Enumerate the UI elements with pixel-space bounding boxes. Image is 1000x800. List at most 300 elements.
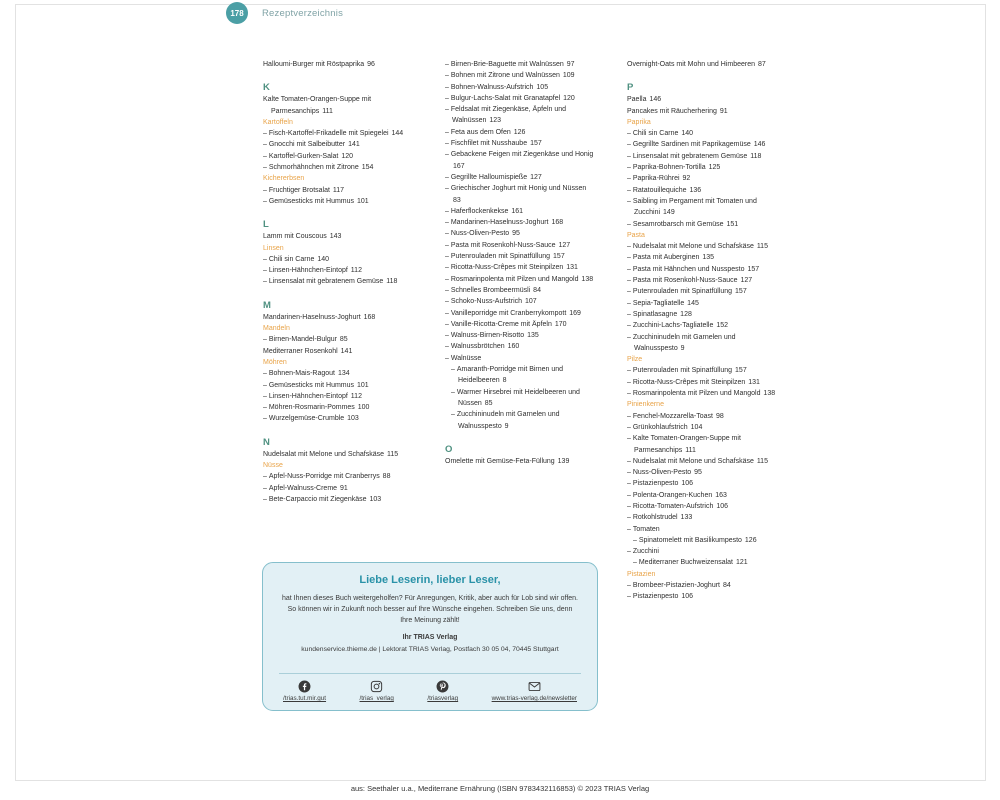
index-subentry xyxy=(627,377,778,388)
entry-text: Putenrouladen mit Spinatfüllung xyxy=(632,288,733,296)
index-category-heading xyxy=(627,117,778,128)
entry-text: Zucchini-Lachs-Tagliatelle xyxy=(632,322,714,330)
entry-text: Grünkohlaufstrich xyxy=(632,423,688,431)
entry-page-number: 105 xyxy=(536,83,549,91)
index-subentry xyxy=(263,483,414,494)
index-subentry xyxy=(445,82,596,93)
entry-page-number: 134 xyxy=(337,370,350,378)
index-subentry xyxy=(627,320,778,331)
entry-text: Polenta-Orangen-Kuchen xyxy=(632,491,713,499)
index-subentry xyxy=(445,149,596,172)
index-subentry xyxy=(627,388,778,399)
index-entry xyxy=(445,456,596,467)
entry-page-number: 135 xyxy=(527,332,539,340)
entry-text: Walnussbrötchen xyxy=(450,343,505,351)
index-subentry xyxy=(627,467,778,478)
index-subentry xyxy=(627,275,778,286)
entry-page-number: 151 xyxy=(726,220,739,228)
entry-text: Gegrillte Halloumispieße xyxy=(450,173,528,181)
entry-page-number: 154 xyxy=(361,164,374,172)
entry-page-number: 101 xyxy=(356,381,369,389)
entry-text: Chili sin Carne xyxy=(632,130,679,138)
entry-page-number: 138 xyxy=(763,390,776,398)
entry-text: Kichererbsen xyxy=(263,175,305,183)
entry-page-number: 145 xyxy=(687,299,699,307)
index-subentry xyxy=(445,228,596,239)
entry-page-number: 139 xyxy=(557,457,570,465)
entry-text: Gegrillte Sardinen mit Paprikagemüse xyxy=(632,141,751,149)
index-subentry xyxy=(445,341,596,352)
index-subentry xyxy=(445,206,596,217)
entry-page-number: 138 xyxy=(581,275,594,283)
entry-page-number: 117 xyxy=(332,186,345,194)
entry-text: K xyxy=(263,82,270,94)
entry-text: Schmorhähnchen mit Zitrone xyxy=(268,164,359,172)
index-subentry xyxy=(445,70,596,81)
index-subentry xyxy=(445,59,596,70)
entry-text: Bohnen mit Zitrone und Walnüssen xyxy=(450,72,560,80)
index-subentry xyxy=(627,411,778,422)
entry-page-number: 160 xyxy=(507,343,520,351)
entry-text: Paprika-Rührei xyxy=(632,175,680,183)
entry-text: Apfel-Nuss-Porridge mit Cranberrys xyxy=(268,473,380,481)
entry-text: Kartoffeln xyxy=(263,118,293,126)
entry-text: Schnelles Brombeermüsli xyxy=(450,286,531,294)
index-subentry xyxy=(627,332,778,355)
index-subentry xyxy=(627,162,778,173)
entry-page-number: 91 xyxy=(719,107,728,115)
entry-text: Bete-Carpaccio mit Ziegenkäse xyxy=(268,495,367,503)
index-subentry xyxy=(445,308,596,319)
entry-page-number: 135 xyxy=(702,254,715,262)
entry-page-number: 127 xyxy=(530,173,542,181)
entry-page-number: 115 xyxy=(756,243,768,251)
index-subentry xyxy=(627,433,778,456)
index-category-heading xyxy=(627,354,778,365)
index-category-heading xyxy=(263,173,414,184)
index-entry xyxy=(263,312,414,323)
entry-text: Mandarinen-Haselnuss-Joghurt xyxy=(263,313,361,321)
entry-page-number: 98 xyxy=(715,412,724,420)
index-subentry xyxy=(627,151,778,162)
index-subentry xyxy=(627,422,778,433)
entry-page-number: 146 xyxy=(649,96,662,104)
index-subsubentry xyxy=(445,409,596,432)
entry-text: Birnen-Brie-Baguette mit Walnüssen xyxy=(450,61,564,68)
entry-page-number: 121 xyxy=(735,559,748,567)
entry-text: Pistazienpesto xyxy=(632,480,679,488)
entry-page-number: 103 xyxy=(347,415,359,423)
index-subentry xyxy=(445,296,596,307)
social-handle: www.trias-verlag.de/newsletter xyxy=(491,695,577,702)
entry-text: Amaranth-Porridge mit Birnen und Heidelbeeren xyxy=(456,366,564,385)
entry-text: Pistazienpesto xyxy=(632,593,679,601)
index-category-heading xyxy=(263,117,414,128)
entry-page-number: 106 xyxy=(681,593,694,601)
index-column-3 xyxy=(627,59,778,603)
social-links xyxy=(279,673,581,702)
entry-text: Feldsalat mit Ziegenkäse, Äpfeln und Walnüssen xyxy=(450,106,567,125)
entry-text: Pinienkerne xyxy=(627,401,664,409)
entry-page-number: 163 xyxy=(715,491,727,499)
entry-text: Schoko-Nuss-Aufstrich xyxy=(450,298,523,306)
entry-page-number: 157 xyxy=(735,367,747,375)
entry-page-number: 126 xyxy=(513,128,526,136)
index-subentry xyxy=(263,368,414,379)
entry-page-number: 118 xyxy=(386,278,398,286)
entry-text: Pistazien xyxy=(627,570,656,578)
entry-page-number: 144 xyxy=(391,130,404,138)
index-subentry xyxy=(445,285,596,296)
entry-text: P xyxy=(627,82,634,94)
entry-page-number: 85 xyxy=(339,336,348,344)
entry-page-number: 100 xyxy=(357,404,370,412)
entry-text: Ricotta-Nuss-Crêpes mit Steinpilzen xyxy=(450,264,564,272)
entry-text: Walnuss-Birnen-Risotto xyxy=(450,332,525,340)
entry-page-number: 101 xyxy=(356,197,369,205)
entry-page-number: 115 xyxy=(756,457,768,465)
entry-page-number: 95 xyxy=(512,230,520,238)
entry-text: Spinatomelett mit Basilikumpesto xyxy=(638,536,742,544)
index-subentry xyxy=(263,196,414,207)
entry-page-number: 111 xyxy=(322,107,333,115)
index-category-heading xyxy=(263,323,414,334)
entry-page-number: 133 xyxy=(680,514,693,522)
social-handle: /trias_verlag xyxy=(359,695,394,702)
entry-page-number: 120 xyxy=(563,94,575,102)
index-subentry xyxy=(627,365,778,376)
index-letter-heading xyxy=(445,444,596,456)
index-subentry xyxy=(627,286,778,297)
entry-text: Pilze xyxy=(627,356,643,364)
index-subentry xyxy=(627,128,778,139)
entry-text: Nudelsalat mit Melone und Schafskäse xyxy=(263,450,385,458)
entry-page-number: 111 xyxy=(685,446,696,454)
entry-text: Pasta mit Rosenkohl-Nuss-Sauce xyxy=(632,277,738,285)
entry-text: Nuss-Oliven-Pesto xyxy=(450,230,510,238)
index-letter-heading xyxy=(627,82,778,94)
entry-text: Fisch-Kartoffel-Frikadelle mit Spiegelei xyxy=(268,130,389,138)
index-subentry xyxy=(263,380,414,391)
entry-text: Linsen-Hähnchen-Eintopf xyxy=(268,392,348,400)
entry-text: Kalte Tomaten-Orangen-Suppe mit Parmesanchips xyxy=(632,435,741,454)
index-subentry xyxy=(445,172,596,183)
entry-page-number: 170 xyxy=(554,320,567,328)
entry-text: Sesamrotbarsch mit Gemüse xyxy=(632,220,724,228)
index-subentry xyxy=(445,93,596,104)
entry-text: Ricotta-Tomaten-Aufstrich xyxy=(632,502,714,510)
entry-text: Kalte Tomaten-Orangen-Suppe mit Parmesanchips xyxy=(263,96,372,115)
entry-page-number: 118 xyxy=(750,152,762,160)
entry-text: Lamm mit Couscous xyxy=(263,233,327,241)
entry-text: Zucchininudeln mit Garnelen und Walnusspesto xyxy=(632,333,736,352)
recipe-index xyxy=(263,59,778,603)
entry-text: Ricotta-Nuss-Crêpes mit Steinpilzen xyxy=(632,378,746,386)
index-subentry xyxy=(263,276,414,287)
entry-text: Mandeln xyxy=(263,325,290,333)
entry-page-number: 91 xyxy=(340,484,348,492)
entry-page-number: 131 xyxy=(748,378,760,386)
entry-text: Rosmarinpolenta mit Pilzen und Mangold xyxy=(450,275,579,283)
entry-text: Pasta mit Rosenkohl-Nuss-Sauce xyxy=(450,241,556,249)
index-category-heading xyxy=(627,230,778,241)
index-subentry xyxy=(263,334,414,345)
entry-text: L xyxy=(263,219,269,231)
index-subentry xyxy=(627,490,778,501)
pinterest-icon xyxy=(436,680,449,693)
social-link-instagram[interactable] xyxy=(360,680,394,702)
entry-page-number: 97 xyxy=(566,61,575,68)
index-subentry xyxy=(627,298,778,309)
index-column-2 xyxy=(445,59,596,467)
index-entry xyxy=(627,94,778,105)
facebook-icon xyxy=(298,680,311,693)
entry-page-number: 120 xyxy=(341,152,353,160)
entry-text: Spinatlasagne xyxy=(632,310,678,318)
entry-page-number: 115 xyxy=(386,450,399,458)
index-subentry xyxy=(263,254,414,265)
entry-page-number: 136 xyxy=(689,186,702,194)
entry-text: Nudelsalat mit Melone und Schafskäse xyxy=(632,457,754,465)
entry-text: Griechischer Joghurt mit Honig und Nüssen xyxy=(450,185,587,193)
index-subentry xyxy=(627,501,778,512)
index-subentry xyxy=(263,151,414,162)
entry-text: Gnocchi mit Salbeibutter xyxy=(268,141,346,149)
entry-text: Halloumi-Burger mit Röstpaprika xyxy=(263,61,365,68)
entry-text: Putenrouladen mit Spinatfüllung xyxy=(450,253,551,261)
entry-text: Paprika xyxy=(627,118,651,126)
entry-text: Bohnen-Mais-Ragout xyxy=(268,370,335,378)
entry-page-number: 88 xyxy=(382,473,391,481)
index-entry xyxy=(263,94,414,117)
index-subentry xyxy=(627,264,778,275)
index-subentry xyxy=(627,512,778,523)
entry-text: Overnight-Oats mit Mohn und Himbeeren xyxy=(627,61,755,68)
entry-page-number: 84 xyxy=(533,286,541,294)
entry-text: Feta aus dem Ofen xyxy=(450,128,511,136)
index-entry xyxy=(263,449,414,460)
index-subentry xyxy=(263,185,414,196)
callout-contact: kundenservice.thieme.de | Lektorat TRIAS Verlag, Postfach 30 05 04, 70445 Stuttgart xyxy=(301,646,559,653)
index-category-heading xyxy=(263,243,414,254)
entry-page-number: 106 xyxy=(716,502,729,510)
entry-page-number: 87 xyxy=(757,61,766,68)
entry-text: Mandarinen-Haselnuss-Joghurt xyxy=(450,219,549,227)
entry-page-number: 168 xyxy=(363,313,376,321)
entry-page-number: 157 xyxy=(735,288,747,296)
index-subentry xyxy=(445,319,596,330)
entry-page-number: 123 xyxy=(489,117,502,125)
attribution-footer: aus: Seethaler u.a., Mediterrane Ernährung (ISBN 9783432116853) © 2023 TRIAS Verlag xyxy=(350,784,650,793)
index-letter-heading xyxy=(263,437,414,449)
index-subentry xyxy=(627,546,778,557)
entry-text: Zucchininudeln mit Garnelen und Walnusspesto xyxy=(456,411,560,430)
index-subentry xyxy=(263,471,414,482)
entry-text: Birnen-Mandel-Bulgur xyxy=(268,336,337,344)
index-column-1 xyxy=(263,59,414,505)
entry-page-number: 85 xyxy=(484,399,493,407)
index-letter-heading xyxy=(263,82,414,94)
index-subentry xyxy=(627,591,778,602)
entry-text: O xyxy=(445,443,453,455)
entry-text: Pancakes mit Räucherhering xyxy=(627,107,717,115)
entry-text: Vanille-Ricotta-Creme mit Äpfeln xyxy=(450,320,552,328)
entry-text: Walnüsse xyxy=(450,354,482,362)
entry-page-number: 169 xyxy=(569,309,581,317)
index-subentry xyxy=(627,173,778,184)
entry-text: Bohnen-Walnuss-Aufstrich xyxy=(450,83,534,91)
entry-page-number: 112 xyxy=(350,267,362,275)
entry-text: Fischfilet mit Nusshaube xyxy=(450,140,528,148)
index-category-heading xyxy=(263,460,414,471)
entry-text: Pasta xyxy=(627,231,645,239)
entry-page-number: 149 xyxy=(663,209,675,217)
entry-text: Omelette mit Gemüse-Feta-Füllung xyxy=(445,457,555,465)
index-entry xyxy=(627,59,778,70)
index-subentry xyxy=(445,330,596,341)
index-subentry xyxy=(627,524,778,535)
entry-text: Zucchini xyxy=(632,548,659,556)
index-subentry xyxy=(445,353,596,364)
entry-text: Rotkohlstrudel xyxy=(632,514,678,522)
index-entry xyxy=(627,106,778,117)
index-subsubentry xyxy=(627,535,778,546)
entry-text: Pasta mit Auberginen xyxy=(632,254,700,262)
entry-page-number: 128 xyxy=(680,310,692,318)
index-subsubentry xyxy=(445,364,596,387)
entry-text: Pasta mit Hähnchen und Nusspesto xyxy=(632,265,745,273)
index-subentry xyxy=(263,128,414,139)
index-subentry xyxy=(445,217,596,228)
entry-page-number: 141 xyxy=(340,347,353,355)
entry-page-number: 161 xyxy=(511,207,524,215)
index-subsubentry xyxy=(445,387,596,410)
entry-text: Putenrouladen mit Spinatfüllung xyxy=(632,367,733,375)
index-subentry xyxy=(627,139,778,150)
entry-text: Haferflockenkekse xyxy=(450,207,509,215)
entry-page-number: 146 xyxy=(753,141,766,149)
index-subentry xyxy=(627,580,778,591)
entry-text: Linsensalat mit gebratenem Gemüse xyxy=(632,152,748,160)
entry-text: Linsensalat mit gebratenem Gemüse xyxy=(268,278,384,286)
entry-text: Mediterraner Buchweizensalat xyxy=(638,559,734,567)
entry-text: Ratatouillequiche xyxy=(632,186,687,194)
callout-signature: Ihr TRIAS Verlag xyxy=(402,634,458,641)
callout-body: hat Ihnen dieses Buch weitergeholfen? Für Anregungen, Kritik, aber auch für Lob sind wir offen. So können wir in Zukunft noch besser auf Ihre Wünsche eingehen. Schreiben Sie uns, denn Ihre Meinung zählt! xyxy=(282,595,578,624)
entry-page-number: 83 xyxy=(453,196,461,204)
entry-text: Nüsse xyxy=(263,462,283,470)
page-title: Rezeptverzeichnis xyxy=(262,8,344,19)
entry-text: Bulgur-Lachs-Salat mit Granatapfel xyxy=(450,94,561,102)
social-handle: /triasverlag xyxy=(427,695,459,702)
entry-text: Rosmarinpolenta mit Pilzen und Mangold xyxy=(632,390,761,398)
index-letter-heading xyxy=(263,300,414,312)
entry-text: Chili sin Carne xyxy=(268,255,315,263)
entry-text: Möhren xyxy=(263,358,287,366)
index-letter-heading xyxy=(263,219,414,231)
index-subentry xyxy=(445,251,596,262)
index-subentry xyxy=(627,309,778,320)
entry-text: Gemüsesticks mit Hummus xyxy=(268,381,355,389)
entry-page-number: 125 xyxy=(708,164,721,172)
entry-text: Linsen xyxy=(263,244,284,252)
index-subsubentry xyxy=(627,557,778,568)
entry-page-number: 140 xyxy=(317,255,330,263)
entry-page-number: 96 xyxy=(367,61,375,68)
index-subentry xyxy=(627,185,778,196)
entry-text: Sepia-Tagliatelle xyxy=(632,299,685,307)
entry-page-number: 140 xyxy=(681,130,694,138)
entry-text: Nuss-Oliven-Pesto xyxy=(632,469,692,477)
entry-text: Tomaten xyxy=(632,525,660,533)
entry-text: Paprika-Bohnen-Tortilla xyxy=(632,164,706,172)
entry-text: Kartoffel-Gurken-Salat xyxy=(268,152,339,160)
entry-page-number: 103 xyxy=(369,495,382,503)
entry-page-number: 152 xyxy=(716,322,729,330)
entry-page-number: 127 xyxy=(740,277,753,285)
entry-page-number: 157 xyxy=(553,253,565,261)
index-category-heading xyxy=(627,399,778,410)
entry-text: Gemüsesticks mit Hummus xyxy=(268,197,355,205)
entry-text: Fenchel-Mozzarella-Toast xyxy=(632,412,713,420)
entry-text: Linsen-Hähnchen-Eintopf xyxy=(268,267,348,275)
index-subentry xyxy=(263,162,414,173)
index-subentry xyxy=(627,219,778,230)
entry-page-number: 131 xyxy=(566,264,578,272)
index-subentry xyxy=(627,241,778,252)
index-entry xyxy=(263,231,414,242)
entry-text: Nudelsalat mit Melone und Schafskäse xyxy=(632,243,754,251)
entry-text: Gebackene Feigen mit Ziegenkäse und Honig xyxy=(450,151,594,159)
index-subentry xyxy=(445,262,596,273)
entry-page-number: 84 xyxy=(722,582,731,590)
index-subentry xyxy=(263,494,414,505)
social-link-facebook[interactable] xyxy=(283,680,326,702)
entry-text: Wurzelgemüse-Crumble xyxy=(268,415,345,423)
entry-page-number: 95 xyxy=(694,469,702,477)
entry-text: Mediterraner Rosenkohl xyxy=(263,347,338,355)
index-subentry xyxy=(445,104,596,127)
email-icon xyxy=(528,680,541,693)
instagram-icon xyxy=(370,680,383,693)
entry-page-number: 8 xyxy=(502,377,507,385)
entry-page-number: 9 xyxy=(504,422,509,430)
social-link-pinterest[interactable] xyxy=(427,680,458,702)
entry-page-number: 157 xyxy=(747,265,760,273)
social-link-email[interactable] xyxy=(492,680,577,702)
index-subentry xyxy=(627,478,778,489)
index-subentry xyxy=(445,138,596,149)
entry-text: Paella xyxy=(627,96,647,104)
index-category-heading xyxy=(263,357,414,368)
entry-page-number: 167 xyxy=(453,162,465,170)
index-subentry xyxy=(627,252,778,263)
index-subentry xyxy=(627,456,778,467)
entry-text: Fruchtiger Brotsalat xyxy=(268,186,330,194)
index-subentry xyxy=(445,240,596,251)
reader-feedback-box xyxy=(262,562,598,711)
entry-text: Saibling im Pergament mit Tomaten und Zucchini xyxy=(632,197,757,217)
entry-text: M xyxy=(263,299,271,311)
entry-text: Warmer Hirsebrei mit Heidelbeeren und Nüssen xyxy=(456,388,580,407)
entry-text: Vanilleporridge mit Cranberrykompott xyxy=(450,309,567,317)
entry-text: Brombeer-Pistazien-Joghurt xyxy=(632,582,720,590)
entry-text: Möhren-Rosmarin-Pommes xyxy=(268,404,355,412)
entry-page-number: 112 xyxy=(350,392,362,400)
callout-title: Liebe Leserin, lieber Leser, xyxy=(359,574,501,586)
entry-page-number: 109 xyxy=(562,72,575,80)
entry-page-number: 107 xyxy=(525,298,537,306)
